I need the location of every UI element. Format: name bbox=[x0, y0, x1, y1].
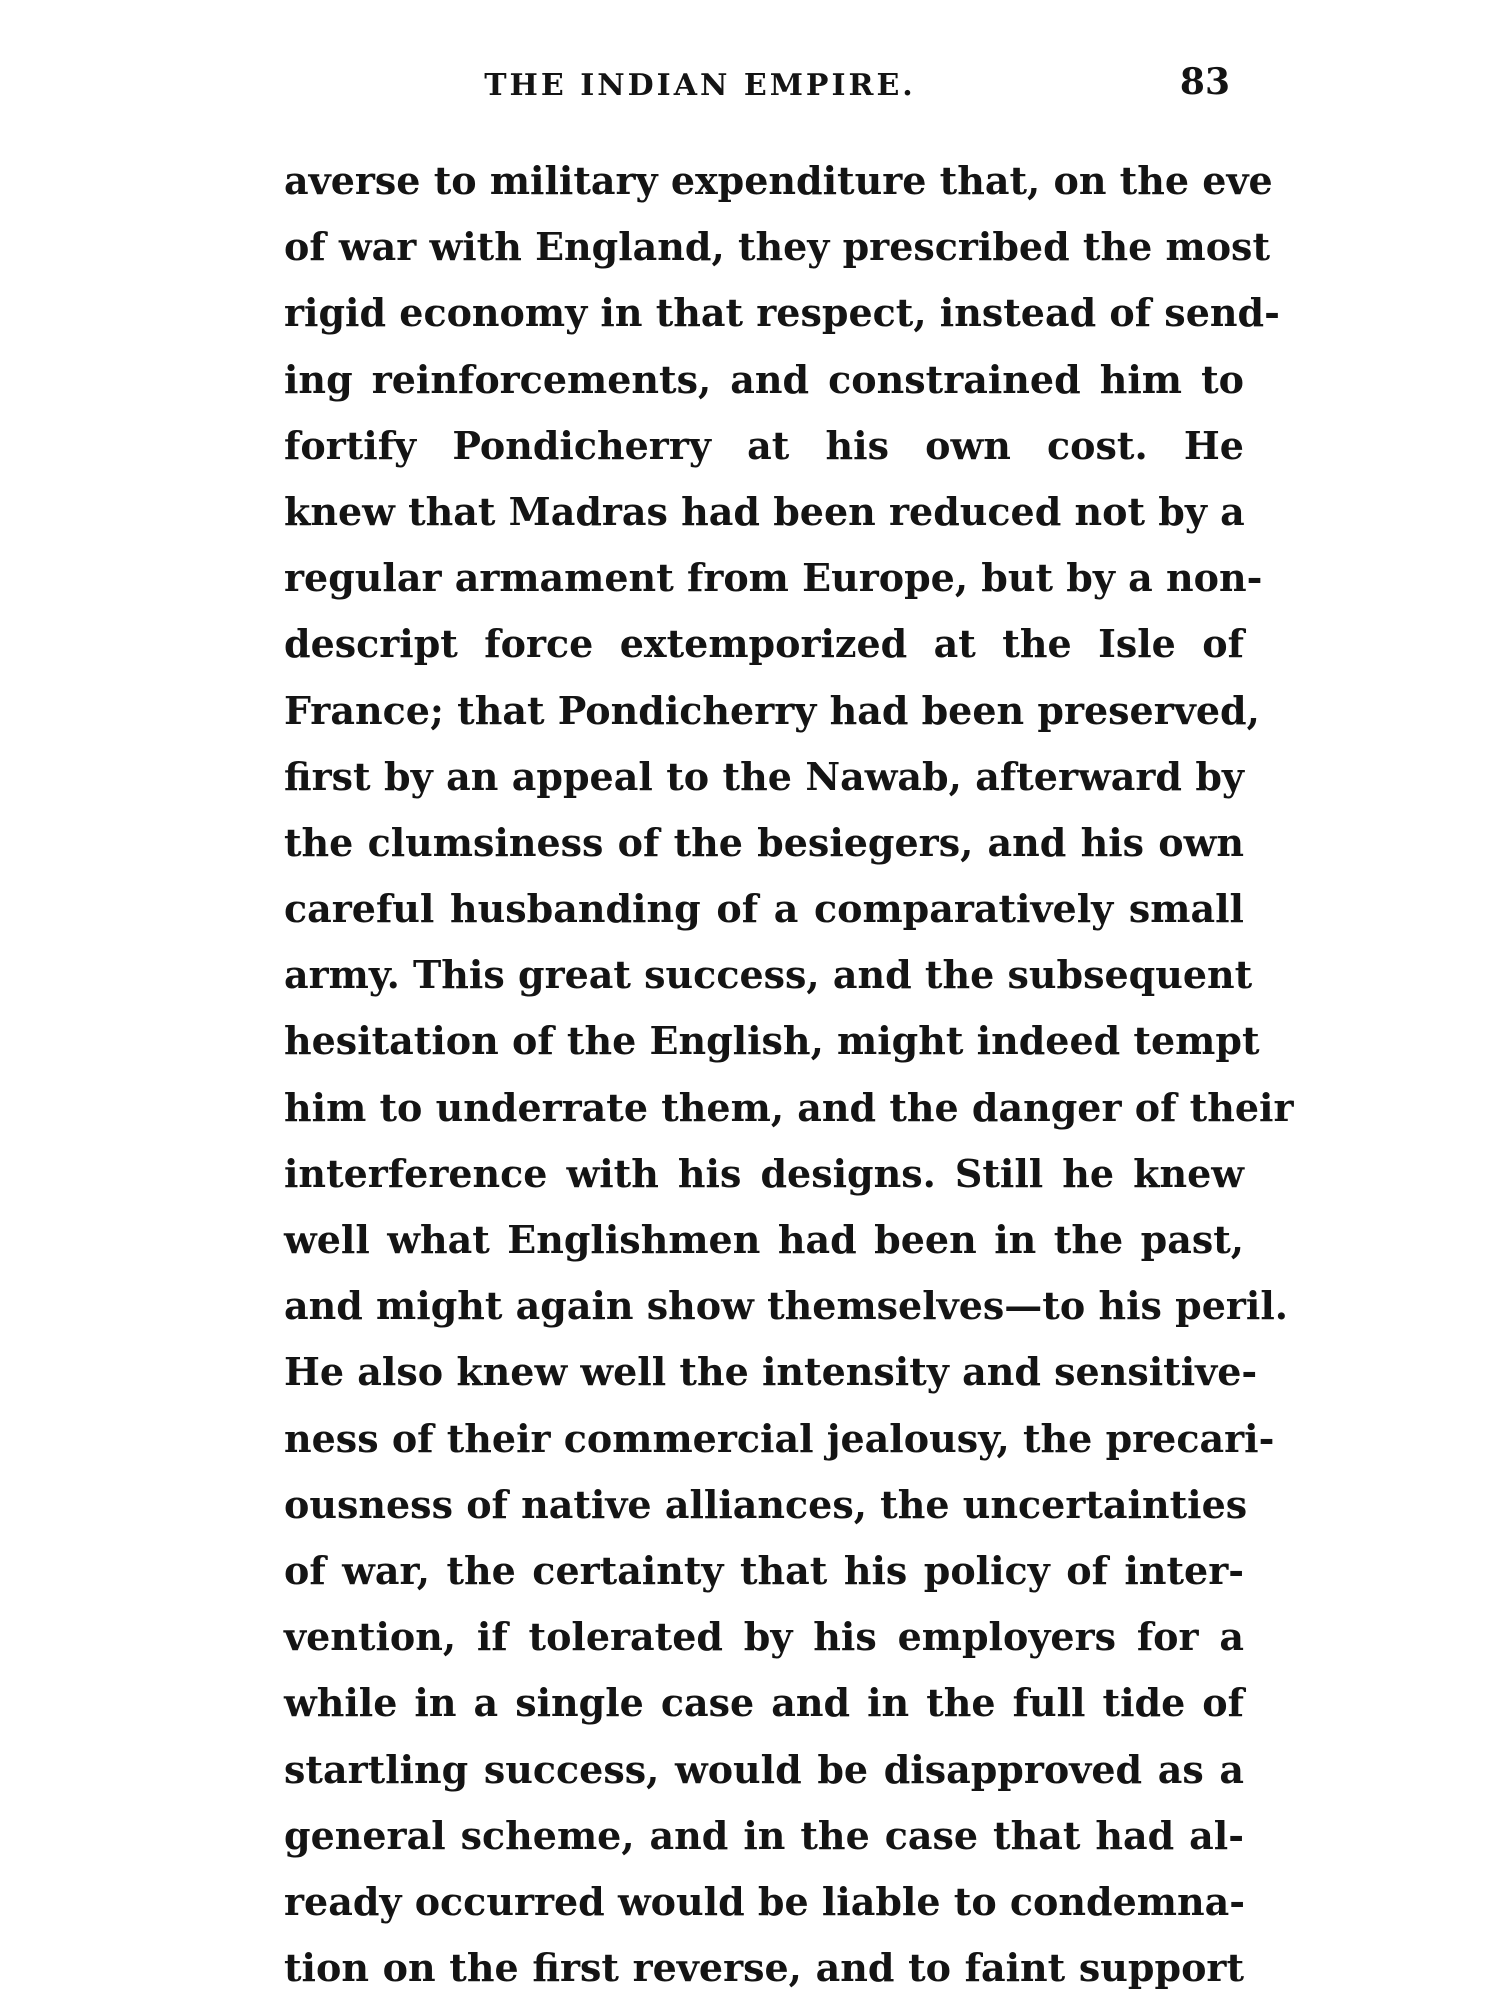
text-line: knew that Madras had been reduced not by a bbox=[284, 488, 1245, 534]
text-line: tion on the first reverse, and to faint support bbox=[284, 1945, 1244, 1991]
text-line: him to underrate them, and the danger of their bbox=[284, 1084, 1294, 1130]
text-line: of war, the certainty that his policy of inter- bbox=[284, 1547, 1244, 1593]
text-line: army. This great success, and the subsequent bbox=[284, 952, 1253, 998]
text-line: well what Englishmen had been in the past, bbox=[284, 1217, 1244, 1262]
text-line: general scheme, and in the case that had al- bbox=[284, 1812, 1244, 1858]
text-line: He also knew well the intensity and sensitive- bbox=[284, 1349, 1258, 1395]
text-line: startling success, would be disapproved as a bbox=[284, 1746, 1244, 1792]
text-line: of war with England, they prescribed the most bbox=[284, 224, 1270, 270]
text-line: ness of their commercial jealousy, the precari- bbox=[284, 1415, 1275, 1461]
text-line: averse to military expenditure that, on the eve bbox=[284, 158, 1273, 203]
text-line: rigid economy in that respect, instead of send- bbox=[284, 290, 1280, 336]
text-line: ing reinforcements, and constrained him to bbox=[284, 356, 1244, 402]
text-line: vention, if tolerated by his employers for a bbox=[284, 1614, 1244, 1660]
page-number: 83 bbox=[1179, 61, 1230, 103]
text-line: the clumsiness of the besiegers, and his own bbox=[284, 819, 1244, 865]
text-line: and might again show themselves—to his peril. bbox=[284, 1283, 1288, 1329]
body-text bbox=[284, 148, 1294, 2000]
text-line: France; that Pondicherry had been preserved, bbox=[284, 687, 1260, 733]
text-line: careful husbanding of a comparatively small bbox=[284, 886, 1244, 932]
text-line: while in a single case and in the full tide of bbox=[284, 1680, 1244, 1726]
text-line: ready occurred would be liable to condemna- bbox=[284, 1878, 1245, 1924]
text-line: interference with his designs. Still he knew bbox=[284, 1150, 1244, 1196]
text-line: descript force extemporized at the Isle of bbox=[284, 621, 1244, 667]
text-line: hesitation of the English, might indeed tempt bbox=[284, 1018, 1260, 1064]
text-line: fortify Pondicherry at his own cost. He bbox=[284, 422, 1244, 468]
running-title: THE INDIAN EMPIRE. bbox=[484, 68, 916, 103]
text-line: first by an appeal to the Nawab, afterward by bbox=[284, 753, 1244, 799]
text-line: ousness of native alliances, the uncertainties bbox=[284, 1481, 1248, 1527]
text-line: regular armament from Europe, but by a non- bbox=[284, 555, 1263, 601]
